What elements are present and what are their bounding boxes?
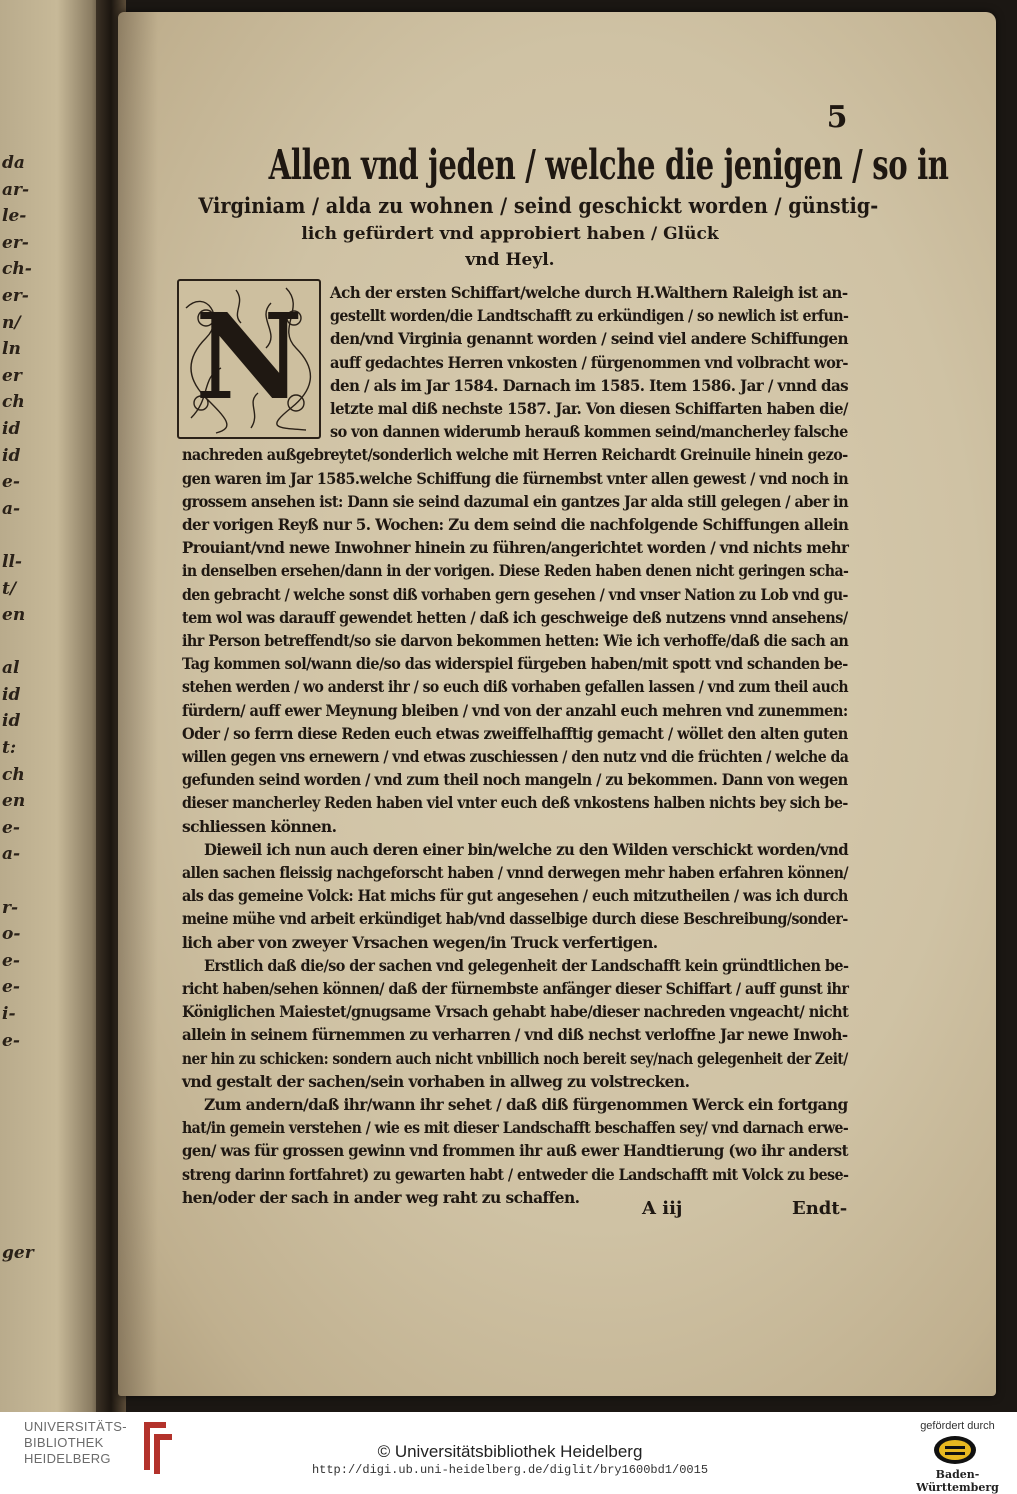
body-line: auff gedachtes Herren vnkosten / fürgenommen vnd volbracht wor-	[330, 352, 848, 372]
body-line: ner hin zu schicken: sondern auch nicht vnbillich noch bereit sey/nach gelegenheit der Zeit/	[182, 1048, 848, 1068]
left-page-fragment: er-	[2, 232, 29, 253]
body-line: fürdern/ auff ewer Meynung bleiben / vnd von der anzahl euch mehren vnd zunemmen:	[182, 700, 848, 720]
left-page-fragment: da	[2, 153, 25, 173]
body-line: allen sachen fleissig nachgeforscht haben / vnnd derwegen mehr haben erfahren können/	[182, 863, 848, 882]
body-line: gestellt worden/die Landtschafft zu erkündigen / so newlich ist erfun-	[330, 306, 849, 326]
page-number: 5	[826, 100, 848, 135]
catchword: Endt-	[792, 1198, 848, 1219]
body-line: als das gemeine Volck: Hat michs für gut angesehen / euch mitzutheilen / was ich durch	[182, 886, 848, 906]
left-page-fragment: id	[2, 711, 21, 732]
body-line: allein in seinem fürnemmen zu verharren / vnd diß nechst verloffne Jar newe Inwoh-	[182, 1025, 848, 1045]
left-page-fragment: t/	[2, 578, 17, 599]
body-line: den / als im Jar 1584. Darnach im 1585. Item 1586. Jar / vnnd das	[330, 375, 849, 395]
body-line: Königlichen Maiestet/gnugsame Vrsach gehabt habe/dieser nachreden vngeacht/ nicht	[182, 1002, 849, 1022]
university-emblem-icon	[136, 1418, 176, 1476]
body-line: Zum andern/daß ihr/wann ihr sehet / daß diß fürgenommen Werck ein fortgang	[204, 1095, 848, 1114]
body-line: letzte mal diß nechste 1587. Jar. Von diesen Schiffarten haben die/	[330, 399, 848, 418]
sponsor-name: Baden-Württemberg	[916, 1468, 999, 1494]
institution-name	[24, 1419, 127, 1467]
body-line: stehen werden / wo anderst ihr / so euch diß vorhaben gefallen lassen / vnd zum theil auch	[182, 677, 848, 697]
left-page-fragment: id	[2, 445, 21, 466]
body-line: der vorigen Reyß nur 5. Wochen: Zu dem seind die nachfolgende Schiffungen allein	[182, 515, 849, 534]
body-line: tem wol was darauff gewendet hetten / daß ich geschweige deß nutzens vnnd ansehens/	[182, 607, 848, 627]
left-page-fragment: n/	[2, 312, 21, 333]
body-line: vnd gestalt der sachen/sein vorhaben in allweg zu volstrecken.	[182, 1071, 690, 1091]
title-line-3: lich gefürdert vnd approbiert haben / Glück	[301, 224, 719, 244]
body-line: gen waren im Jar 1585.welche Schiffung die fürnembst vnter allen gewest / vnd noch in	[182, 468, 849, 488]
signature-mark: A iij	[642, 1198, 683, 1219]
left-page-fragment: e-	[2, 950, 20, 971]
body-line: richt haben/sehen können/ daß der fürnembste anfänger dieser Schiffart / auff gunst ihr	[182, 979, 849, 998]
baden-wuerttemberg-crest-icon[interactable]	[932, 1434, 978, 1466]
permalink-url[interactable]: http://digi.ub.uni-heidelberg.de/diglit/bry1600bd1/0015	[311, 1463, 709, 1477]
left-page-fragment: le-	[2, 206, 27, 227]
left-page-fragment: o-	[2, 924, 21, 945]
university-logo[interactable]	[10, 1414, 180, 1474]
left-page-fragment: er	[2, 365, 22, 386]
title-line-1: Allen vnd jeden / welche die jenigen / so in	[268, 141, 949, 189]
left-page-fragment: id	[2, 418, 21, 439]
body-line: hen/oder der sach in ander weg raht zu schaffen.	[182, 1187, 580, 1207]
left-page-fragment: e-	[2, 977, 20, 998]
institution-line: UNIVERSITÄTS-	[24, 1419, 127, 1434]
left-page-fragment: al	[2, 658, 20, 679]
copyright-notice: © Universitätsbibliothek Heidelberg	[377, 1442, 643, 1461]
body-line: Ach der ersten Schiffart/welche durch H.Walthern Raleigh ist an-	[330, 283, 848, 302]
body-line: nachreden außgebreytet/sonderlich welche mit Herren Reichardt Greinuile hinein gezo-	[182, 445, 848, 465]
left-page-fragment: e-	[2, 817, 20, 838]
body-line: meine mühe vnd arbeit erkündiget hab/vnd dasselbige durch diese Beschreibung/sonder-	[182, 909, 848, 929]
institution-line: BIBLIOTHEK	[24, 1435, 104, 1450]
body-line: Oder / so ferrn diese Reden euch etwas zweiffelhafftig gemacht / wöllet den alten guten	[182, 723, 848, 743]
left-page-fragment: en	[2, 605, 26, 626]
left-page-fragment: ch	[2, 764, 25, 785]
body-line: Erstlich daß die/so der sachen vnd gelegenheit der Landschafft kein gründtlichen be-	[204, 955, 849, 975]
body-line: den/vnd Virginia genannt worden / seind viel andere Schiffungen	[330, 329, 848, 349]
title-line-4: vnd Heyl.	[465, 250, 555, 270]
body-line: in denselben ersehen/dann in der vorigen. Diese Reden haben denen nicht geringen scha-	[182, 561, 849, 581]
left-page-fragment: r-	[2, 897, 19, 918]
body-line: willen gegen vns ernewern / vnd etwas zuschiessen / den nutz vnd die früchten / welche da	[182, 747, 849, 766]
left-page-fragment: ln	[2, 339, 21, 360]
body-line: lich aber von zweyer Vrsachen wegen/in Truck verfertigen.	[182, 932, 658, 952]
body-line: hat/in gemein verstehen / wie es mit dieser Landschafft beschaffen sey/ vnd darnach erwe-	[182, 1118, 849, 1138]
left-page-fragment: en	[2, 791, 26, 812]
body-line: Tag kommen sol/wann die/so das widerspiel fürgeben haben/mit spott vnd schanden be-	[182, 654, 848, 674]
institution-line: HEIDELBERG	[24, 1451, 111, 1466]
funded-by-label: gefördert durch	[920, 1420, 995, 1432]
left-page-fragment: a-	[2, 498, 21, 519]
left-page-fragment: e-	[2, 472, 20, 493]
left-page-fragment: ch-	[2, 259, 32, 280]
left-page-fragment: e-	[2, 1030, 20, 1051]
left-page-fragment: ch	[2, 392, 25, 413]
left-page-fragment: i-	[2, 1004, 16, 1024]
left-page-fragment: t:	[2, 738, 17, 759]
left-page-fragment: a-	[2, 844, 21, 865]
body-line: gefunden seind worden / vnd zum theil noch mangeln / zu bekommen. Dann von wegen	[182, 770, 848, 790]
left-page-fragment: ll-	[2, 551, 22, 572]
left-page-fragment: ger	[2, 1243, 34, 1264]
body-line: streng darinn fortfahret) zu gewarten habt / entweder die Landschafft mit Volck zu bese-	[182, 1164, 849, 1184]
body-line: gen/ was für grossen gewinn vnd frommen ihr auß ewer Handtierung (wo ihr anderst	[182, 1141, 848, 1161]
body-line: Dieweil ich nun auch deren einer bin/welche zu den Wilden verschickt worden/vnd	[204, 839, 849, 859]
body-line: dieser mancherley Reden haben viel vnter euch deß vnkostens halben nichts bey sich be-	[182, 793, 848, 813]
title-line-2: Virginiam / alda zu wohnen / seind geschickt worden / günstig-	[198, 193, 879, 218]
drop-cap-letter: N	[195, 287, 303, 426]
body-line: grossem ansehen ist: Dann sie seind dazumal ein gantzes Jar alda still gelegen / aber in	[182, 491, 849, 511]
body-line: den gebracht / welche sonst diß vorhaben gern gesehen / vnd vnser Nation zu Lob vnd gu-	[182, 584, 848, 604]
left-page-fragment: ar-	[2, 179, 30, 200]
body-line: so von dannen widerumb herauß kommen seind/mancherley falsche	[330, 422, 848, 442]
body-line: schliessen können.	[182, 816, 337, 836]
left-page-fragment: er-	[2, 285, 29, 306]
left-page-fragment: id	[2, 684, 21, 705]
viewer-footer	[0, 1412, 1017, 1494]
body-line: Prouiant/vnd newe Inwohner hinein zu führen/angerichtet worden / vnd nichts mehr	[182, 538, 849, 558]
body-line: ihr Person betreffendt/so sie darvon bekommen hetten: Wie ich verhoffe/daß die sach an	[182, 631, 849, 650]
